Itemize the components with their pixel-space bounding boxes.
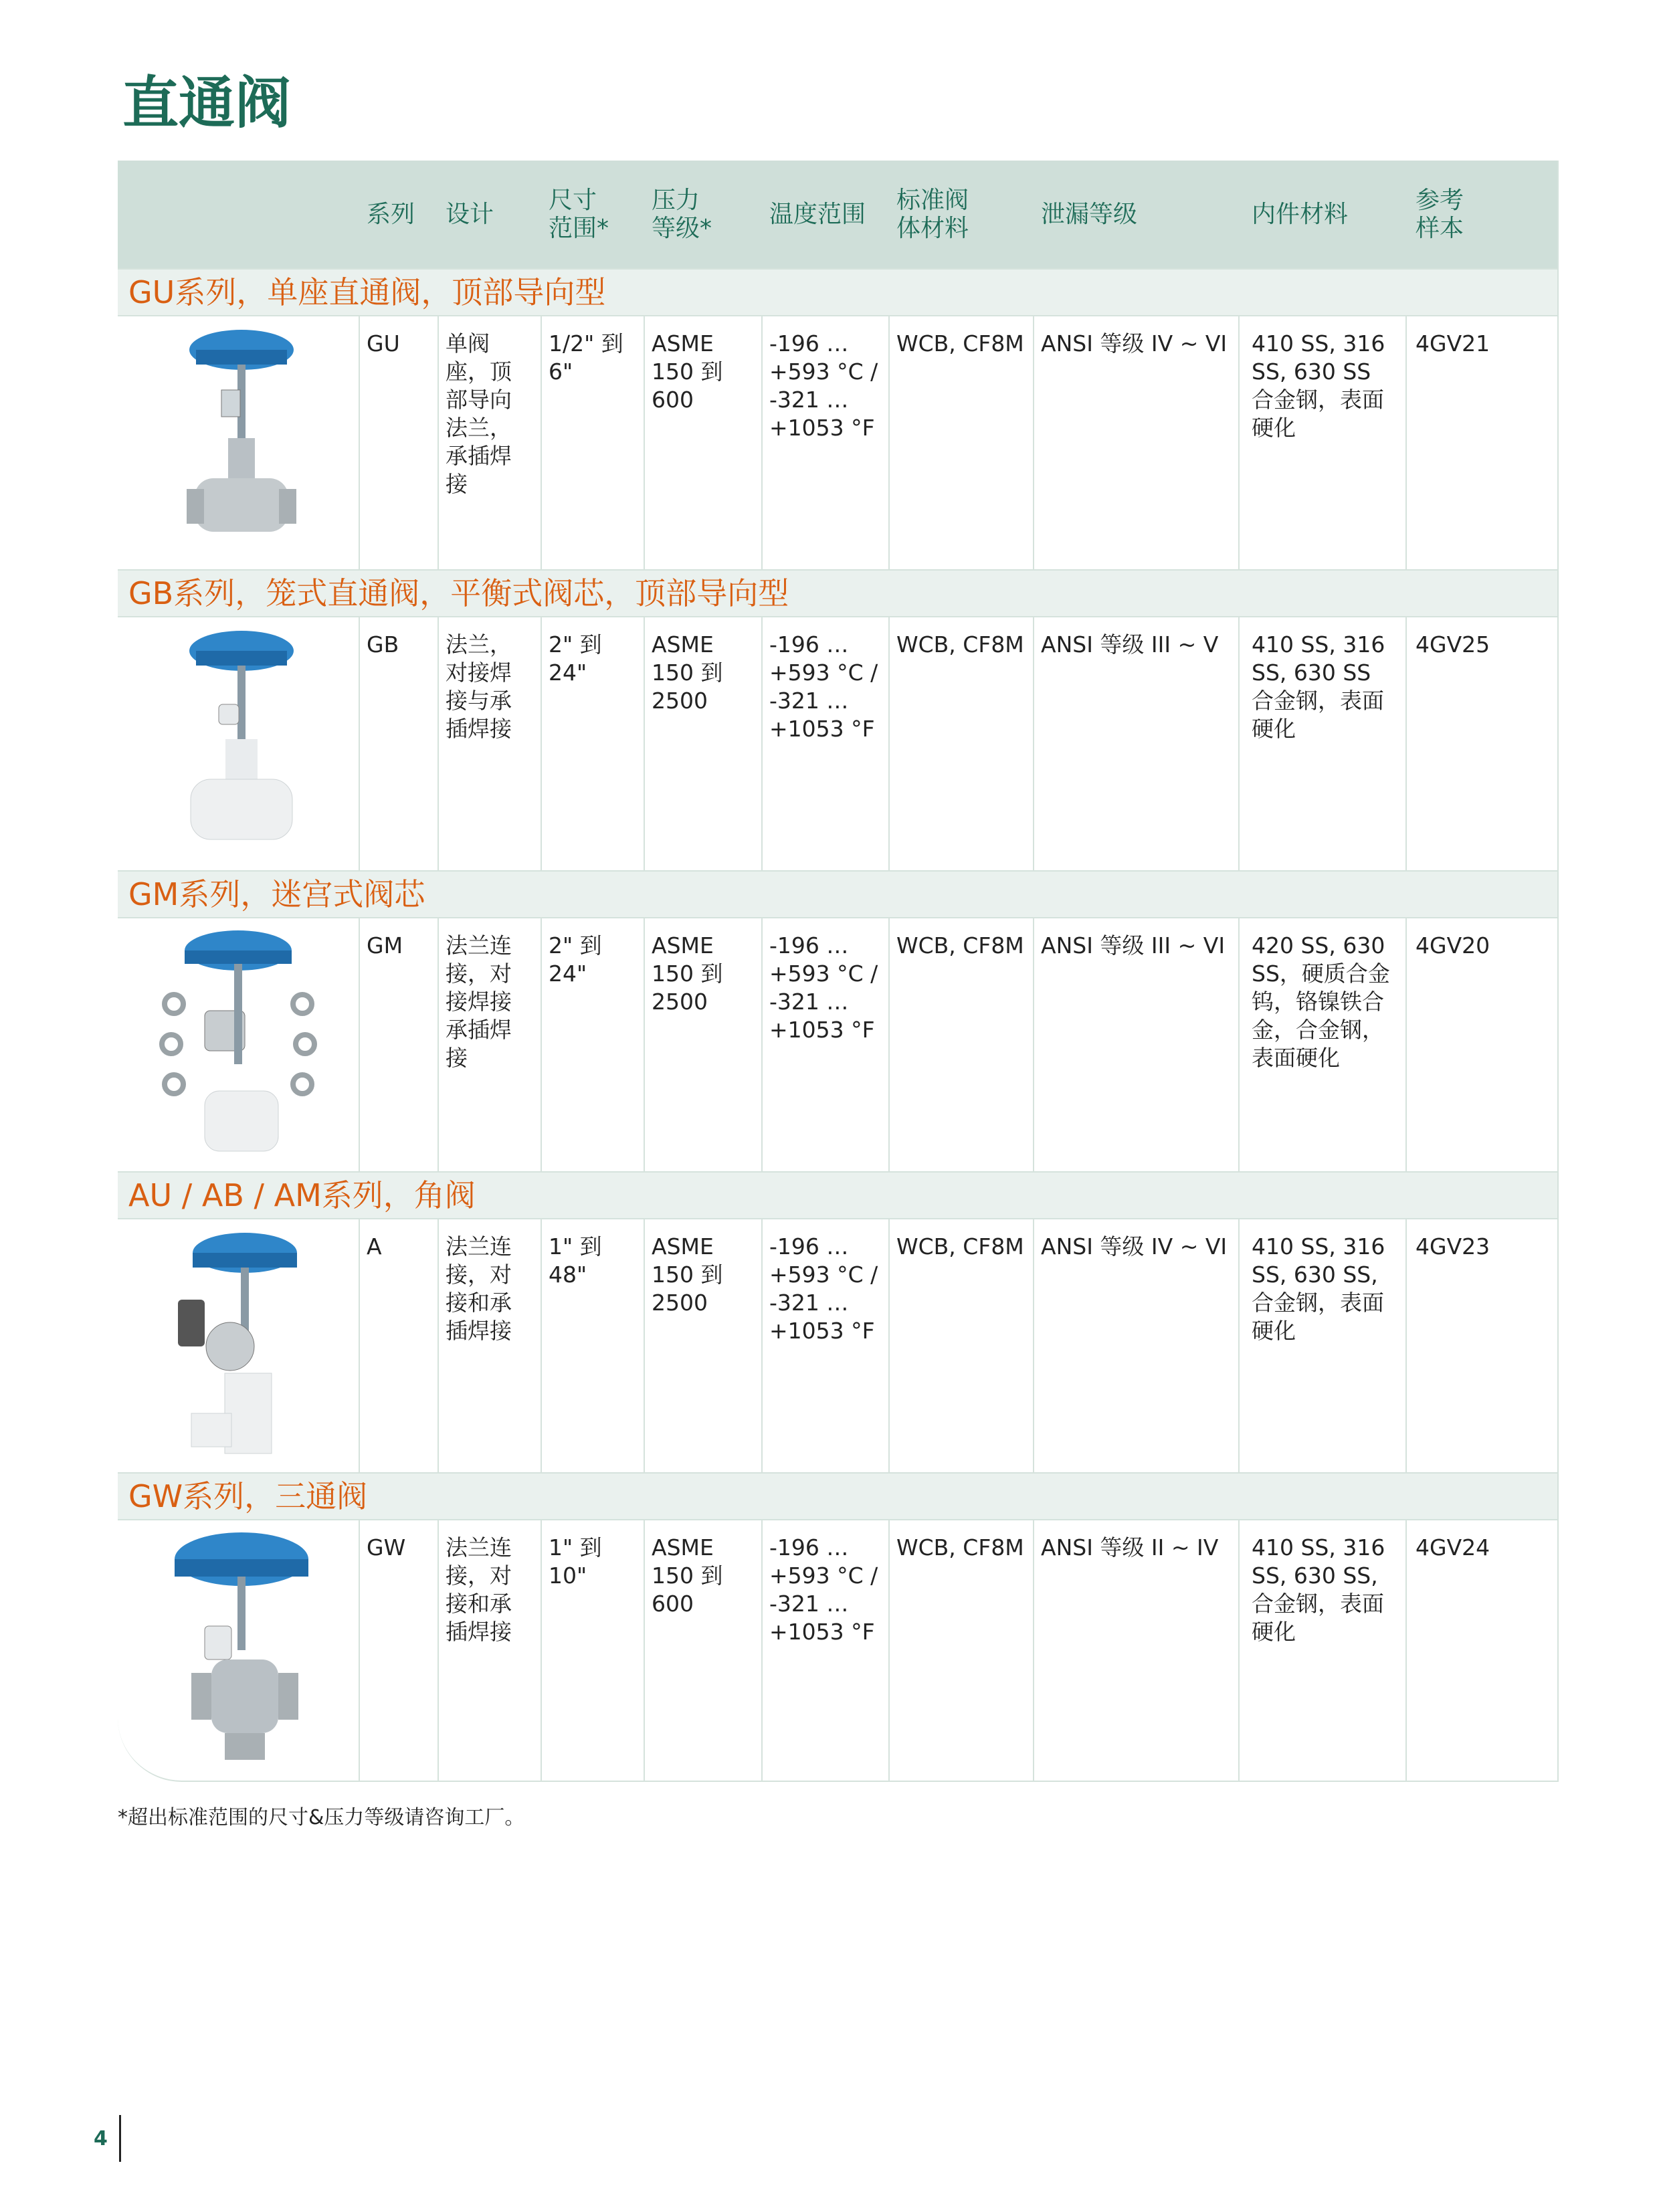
header-pressure: 压力 等级* — [652, 186, 712, 242]
header-series: 系列 — [367, 200, 415, 228]
header-body-material: 标准阀 体材料 — [896, 186, 969, 242]
cell-pressure: ASME 150 到 2500 — [652, 1233, 723, 1316]
cell-series: GB — [367, 631, 399, 658]
cell-design: 法兰连 接，对 接和承 插焊接 — [446, 1534, 512, 1645]
table-row — [118, 1219, 1559, 1472]
header-leakage: 泄漏等级 — [1041, 200, 1138, 228]
section-gu — [118, 268, 1559, 316]
cell-design: 单阀 座，顶 部导向 法兰， 承插焊 接 — [446, 330, 512, 497]
cell-design: 法兰连 接，对 接焊接 承插焊 接 — [446, 932, 512, 1071]
cell-series: GU — [367, 330, 400, 357]
header-size: 尺寸 范围* — [549, 186, 609, 242]
section-angle-valve — [118, 1171, 1559, 1219]
section-gw — [118, 1472, 1559, 1520]
cell-design: 法兰， 对接焊 接与承 插焊接 — [446, 631, 512, 742]
table-row — [118, 617, 1559, 870]
cell-size: 1" 到 48" — [549, 1233, 602, 1288]
cell-leakage: ANSI 等级 IV ~ VI — [1041, 1233, 1228, 1260]
page-title: 直通阀 — [122, 70, 292, 136]
cell-temp: -196 … +593 °C / -321 … +1053 °F — [769, 1534, 878, 1645]
cell-series: GW — [367, 1534, 406, 1561]
cell-trim-material: 410 SS, 316 SS, 630 SS, 合金钢，表面 硬化 — [1252, 1534, 1385, 1645]
footnote: *超出标准范围的尺寸&压力等级请咨询工厂。 — [118, 1806, 525, 1829]
cell-pressure: ASME 150 到 2500 — [652, 932, 723, 1015]
cell-pressure: ASME 150 到 600 — [652, 1534, 723, 1617]
cell-reference: 4GV21 — [1416, 330, 1490, 357]
cell-size: 1" 到 10" — [549, 1534, 602, 1589]
valve-table — [118, 161, 1559, 1782]
cell-trim-material: 410 SS, 316 SS, 630 SS, 合金钢，表面 硬化 — [1252, 1233, 1385, 1344]
header-reference: 参考 样本 — [1416, 186, 1464, 242]
cell-reference: 4GV20 — [1416, 932, 1490, 959]
cell-temp: -196 … +593 °C / -321 … +1053 °F — [769, 932, 878, 1043]
cell-trim-material: 420 SS, 630 SS，硬质合金 钨，铬镍铁合 金，合金钢， 表面硬化 — [1252, 932, 1390, 1071]
cell-leakage: ANSI 等级 IV ~ VI — [1041, 330, 1228, 357]
cell-temp: -196 … +593 °C / -321 … +1053 °F — [769, 631, 878, 742]
section-gb — [118, 569, 1559, 617]
page-number: 4 — [94, 2127, 108, 2150]
cell-reference: 4GV25 — [1416, 631, 1490, 658]
cell-design: 法兰连 接，对 接和承 插焊接 — [446, 1233, 512, 1344]
cell-size: 2" 到 24" — [549, 631, 602, 686]
cell-temp: -196 … +593 °C / -321 … +1053 °F — [769, 1233, 878, 1344]
cell-leakage: ANSI 等级 II ~ IV — [1041, 1534, 1219, 1561]
cell-body-material: WCB, CF8M — [896, 1534, 1024, 1561]
table-row — [118, 1520, 1559, 1782]
cell-leakage: ANSI 等级 III ~ V — [1041, 631, 1219, 658]
cell-pressure: ASME 150 到 2500 — [652, 631, 723, 714]
cell-temp: -196 … +593 °C / -321 … +1053 °F — [769, 330, 878, 441]
header-temp: 温度范围 — [769, 200, 866, 228]
valve-photo-gb — [181, 624, 302, 865]
valve-photo-gm — [144, 924, 332, 1166]
section-title: AU / AB / AM系列，角阀 — [128, 1177, 476, 1213]
header-design: 设计 — [446, 200, 494, 228]
cell-trim-material: 410 SS, 316 SS, 630 SS 合金钢，表面 硬化 — [1252, 330, 1385, 441]
valve-photo-angle — [151, 1226, 325, 1467]
section-title: GU系列，单座直通阀，顶部导向型 — [128, 274, 606, 310]
cell-size: 2" 到 24" — [549, 932, 602, 987]
table-row — [118, 918, 1559, 1171]
cell-reference: 4GV23 — [1416, 1233, 1490, 1260]
cell-body-material: WCB, CF8M — [896, 1233, 1024, 1260]
table-header — [118, 161, 1559, 268]
cell-size: 1/2" 到 6" — [549, 330, 623, 385]
cell-leakage: ANSI 等级 III ~ VI — [1041, 932, 1226, 959]
cell-trim-material: 410 SS, 316 SS, 630 SS 合金钢，表面 硬化 — [1252, 631, 1385, 742]
cell-body-material: WCB, CF8M — [896, 330, 1024, 357]
cell-body-material: WCB, CF8M — [896, 631, 1024, 658]
cell-reference: 4GV24 — [1416, 1534, 1490, 1561]
valve-photo-gu — [181, 323, 302, 564]
header-trim-material: 内件材料 — [1252, 200, 1349, 228]
cell-series: GM — [367, 932, 403, 959]
page-number-divider — [119, 2115, 121, 2162]
section-gm — [118, 870, 1559, 918]
section-title: GW系列，三通阀 — [128, 1478, 368, 1514]
cell-pressure: ASME 150 到 600 — [652, 330, 723, 413]
cell-series: A — [367, 1233, 382, 1260]
valve-photo-gw — [151, 1526, 332, 1773]
section-title: GB系列，笼式直通阀，平衡式阀芯，顶部导向型 — [128, 575, 789, 611]
table-row — [118, 316, 1559, 569]
section-title: GM系列，迷宫式阀芯 — [128, 876, 425, 912]
cell-body-material: WCB, CF8M — [896, 932, 1024, 959]
